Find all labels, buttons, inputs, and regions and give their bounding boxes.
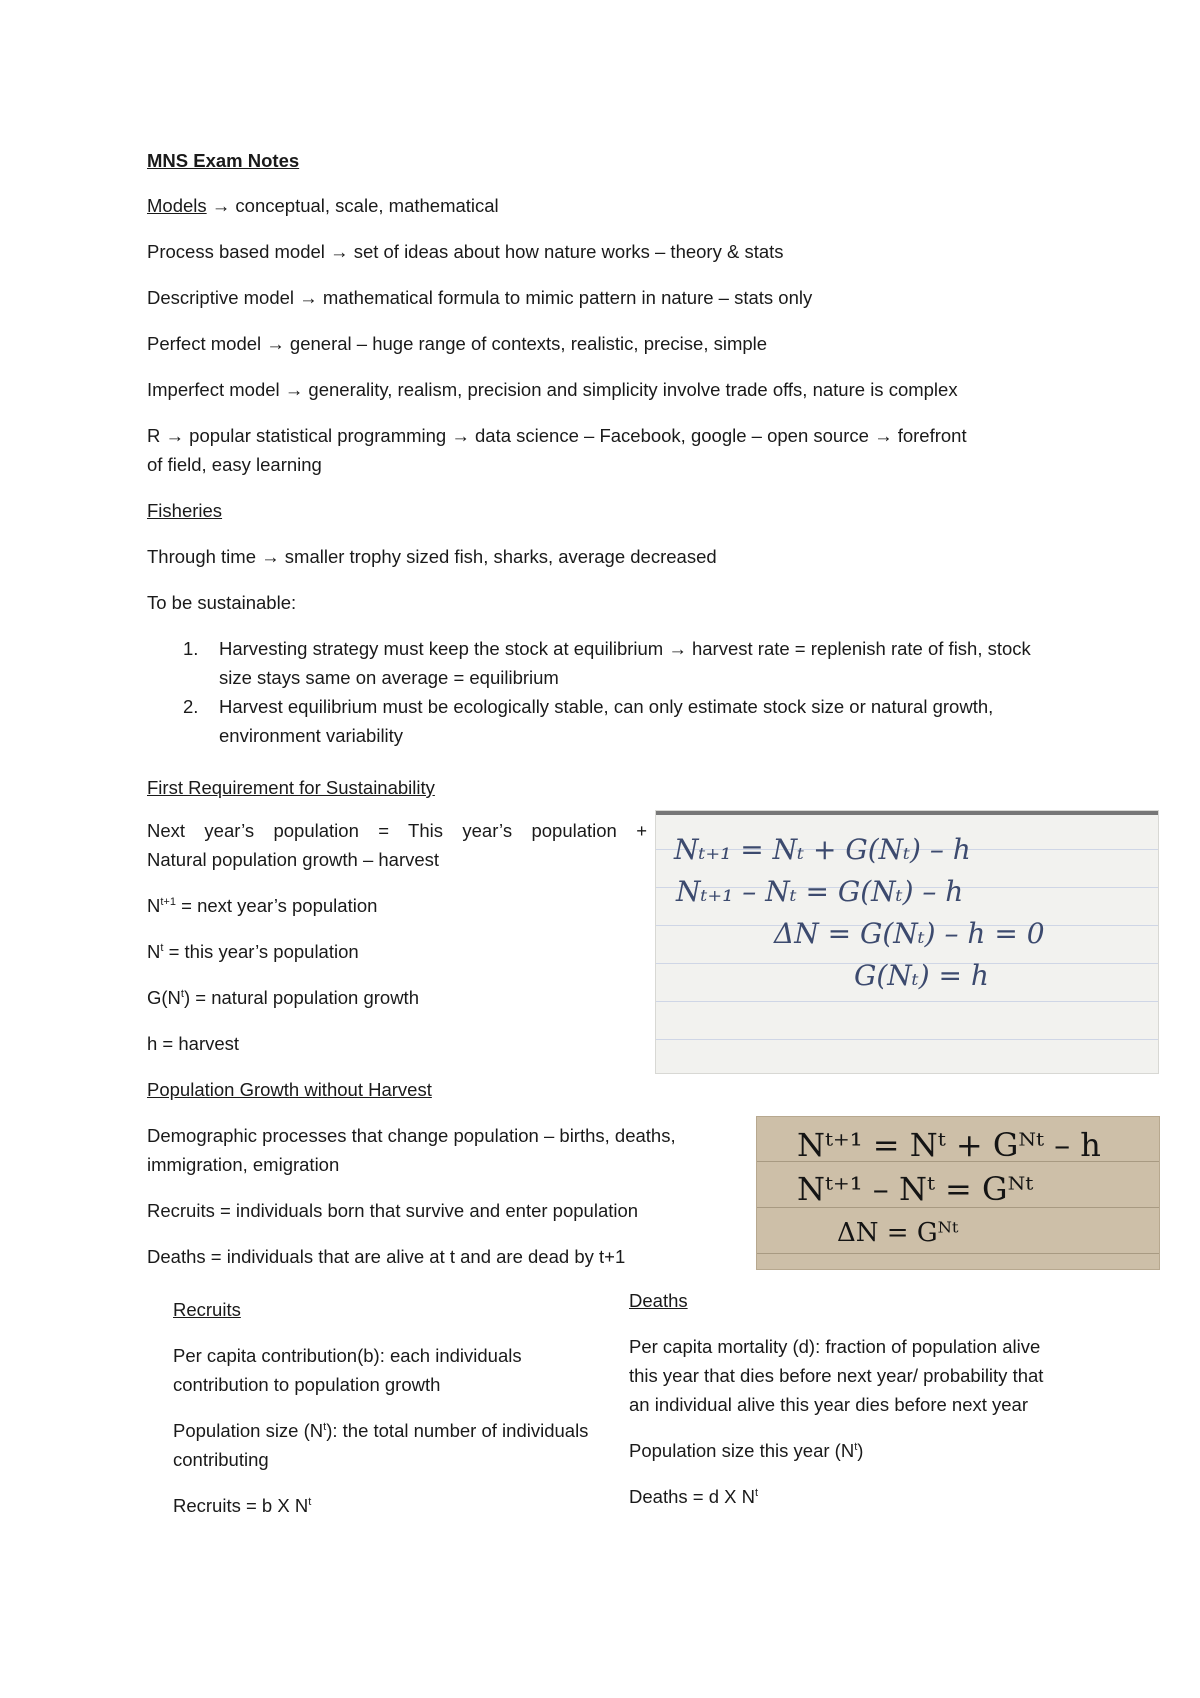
deaths-definition: Deaths = individuals that are alive at t and are dead by t+1 [147, 1246, 626, 1267]
arrow-icon: → [874, 425, 893, 446]
imperfect-text: generality, realism, precision and simplicity involve trade offs, nature is complex [308, 379, 958, 400]
models-line [147, 191, 499, 220]
models-text: conceptual, scale, mathematical [235, 195, 499, 216]
recruits-p2-a: Population size (N [173, 1420, 324, 1441]
handwritten-equations-photo-1 [655, 810, 1159, 1074]
deaths-p2 [629, 1436, 1069, 1465]
list-item [147, 692, 1047, 750]
imperfect-line [147, 375, 958, 404]
handwritten-eq: ΔN = G(Nₜ) – h = 0 [774, 917, 1045, 950]
handwritten-eq: Nₜ₊₁ – Nₜ = G(Nₜ) – h [676, 875, 964, 908]
definition-text: = this year’s population [163, 941, 359, 962]
deaths-p3 [629, 1482, 1069, 1511]
r-text-2: data science – Facebook, google – open source [475, 425, 869, 446]
superscript: t [180, 987, 184, 1000]
deaths-p2-a: Population size this year (N [629, 1440, 855, 1461]
handwritten-lines-2 [797, 1123, 1101, 1255]
definition-text: = next year’s population [175, 895, 378, 916]
next-year-line-1: Next year’s population = This year’s population + [147, 820, 647, 841]
list-item [147, 634, 1047, 692]
superscript: t [160, 941, 164, 954]
fisheries-heading: Fisheries [147, 500, 223, 521]
perfect-line [147, 329, 767, 358]
handwritten-eq: ΔN = Gᴺᵗ [837, 1218, 959, 1248]
symbol-g: G(N [147, 987, 181, 1008]
definition-nt [147, 937, 359, 966]
handwritten-eq: Nₜ₊₁ = Nₜ + G(Nₜ) – h [674, 833, 971, 866]
superscript: t [323, 1420, 327, 1433]
superscript: t+1 [160, 895, 176, 908]
handwritten-eq: Nᵗ⁺¹ = Nᵗ + Gᴺᵗ – h [797, 1126, 1101, 1164]
handwritten-equations-photo-2 [756, 1116, 1160, 1270]
recruits-p3-a: Recruits = b X N [173, 1495, 309, 1516]
arrow-icon: → [266, 333, 285, 354]
descriptive-label: Descriptive model [147, 287, 295, 308]
perfect-text: general – huge range of contexts, realistic, precise, simple [289, 333, 768, 354]
recruits-p3 [173, 1491, 593, 1520]
symbol-n: N [147, 895, 161, 916]
r-text-1: popular statistical programming [189, 425, 447, 446]
recruits-p2-b: ): the total number of individuals contributing [173, 1420, 589, 1470]
list-text [219, 634, 1059, 692]
next-year-line-2: Natural population growth – harvest [147, 849, 440, 870]
r-text-3: forefront [897, 425, 967, 446]
population-growth-heading: Population Growth without Harvest [147, 1079, 432, 1100]
list-text-a: Harvesting strategy must keep the stock at equilibrium [219, 638, 664, 659]
definition-text: ) = natural population growth [183, 987, 419, 1008]
models-heading: Models [147, 195, 207, 216]
demographic-line-2: immigration, emigration [147, 1154, 340, 1175]
r-line [147, 421, 967, 450]
list-number: 2. [183, 696, 199, 717]
arrow-icon: → [330, 241, 349, 262]
r-line-cont: of field, easy learning [147, 454, 322, 475]
deaths-heading: Deaths [629, 1290, 688, 1311]
recruits-column [173, 1295, 593, 1520]
definition-h: h = harvest [147, 1033, 240, 1054]
first-requirement-heading: First Requirement for Sustainability [147, 777, 435, 798]
list-text: Harvest equilibrium must be ecologically stable, can only estimate stock size or natural growth, environment variability [219, 696, 994, 746]
handwritten-eq: G(Nₜ) = h [854, 959, 989, 992]
superscript: t [854, 1440, 858, 1453]
symbol-n: N [147, 941, 161, 962]
sustainable-intro: To be sustainable: [147, 592, 297, 613]
demographic-line-1: Demographic processes that change population – births, deaths, [147, 1125, 676, 1146]
deaths-p2-b: ) [857, 1440, 864, 1461]
arrow-icon: → [451, 425, 470, 446]
list-text-b: harvest rate = replenish rate of fish, stock size stays same on average = equilibrium [219, 638, 1031, 688]
recruits-p1: Per capita contribution(b): each individuals contribution to population growth [173, 1345, 522, 1395]
recruits-heading: Recruits [173, 1299, 241, 1320]
handwritten-lines-1 [674, 829, 1045, 997]
superscript: t [754, 1486, 759, 1499]
definition-nt1 [147, 891, 377, 920]
handwritten-eq: Nᵗ⁺¹ – Nᵗ = Gᴺᵗ [797, 1170, 1034, 1208]
descriptive-line [147, 283, 812, 312]
arrow-icon: → [284, 379, 304, 400]
process-text: set of ideas about how nature works – theory & stats [353, 241, 784, 262]
through-time-line [147, 542, 717, 571]
arrow-icon: → [165, 425, 185, 446]
r-label: R [147, 425, 161, 446]
through-time-text: smaller trophy sized fish, sharks, average decreased [284, 546, 717, 567]
deaths-column [629, 1286, 1069, 1511]
superscript: t [308, 1495, 312, 1508]
arrow-icon: → [668, 638, 687, 659]
through-time-label: Through time [147, 546, 256, 567]
arrow-icon: → [299, 287, 318, 308]
process-label: Process based model [147, 241, 325, 262]
descriptive-text: mathematical formula to mimic pattern in nature – stats only [322, 287, 813, 308]
imperfect-label: Imperfect model [147, 379, 280, 400]
recruits-definition: Recruits = individuals born that survive and enter population [147, 1200, 639, 1221]
deaths-p1: Per capita mortality (d): fraction of population alive this year that dies before next year/ probability that an individual alive this year dies before next year [629, 1336, 1044, 1415]
recruits-p2 [173, 1416, 593, 1474]
arrow-icon: → [211, 195, 231, 216]
page-title: MNS Exam Notes [147, 150, 300, 171]
deaths-p3-a: Deaths = d X N [629, 1486, 755, 1507]
list-number: 1. [183, 638, 199, 659]
definition-g [147, 983, 419, 1012]
arrow-icon: → [261, 546, 280, 567]
perfect-label: Perfect model [147, 333, 262, 354]
process-line [147, 237, 784, 266]
